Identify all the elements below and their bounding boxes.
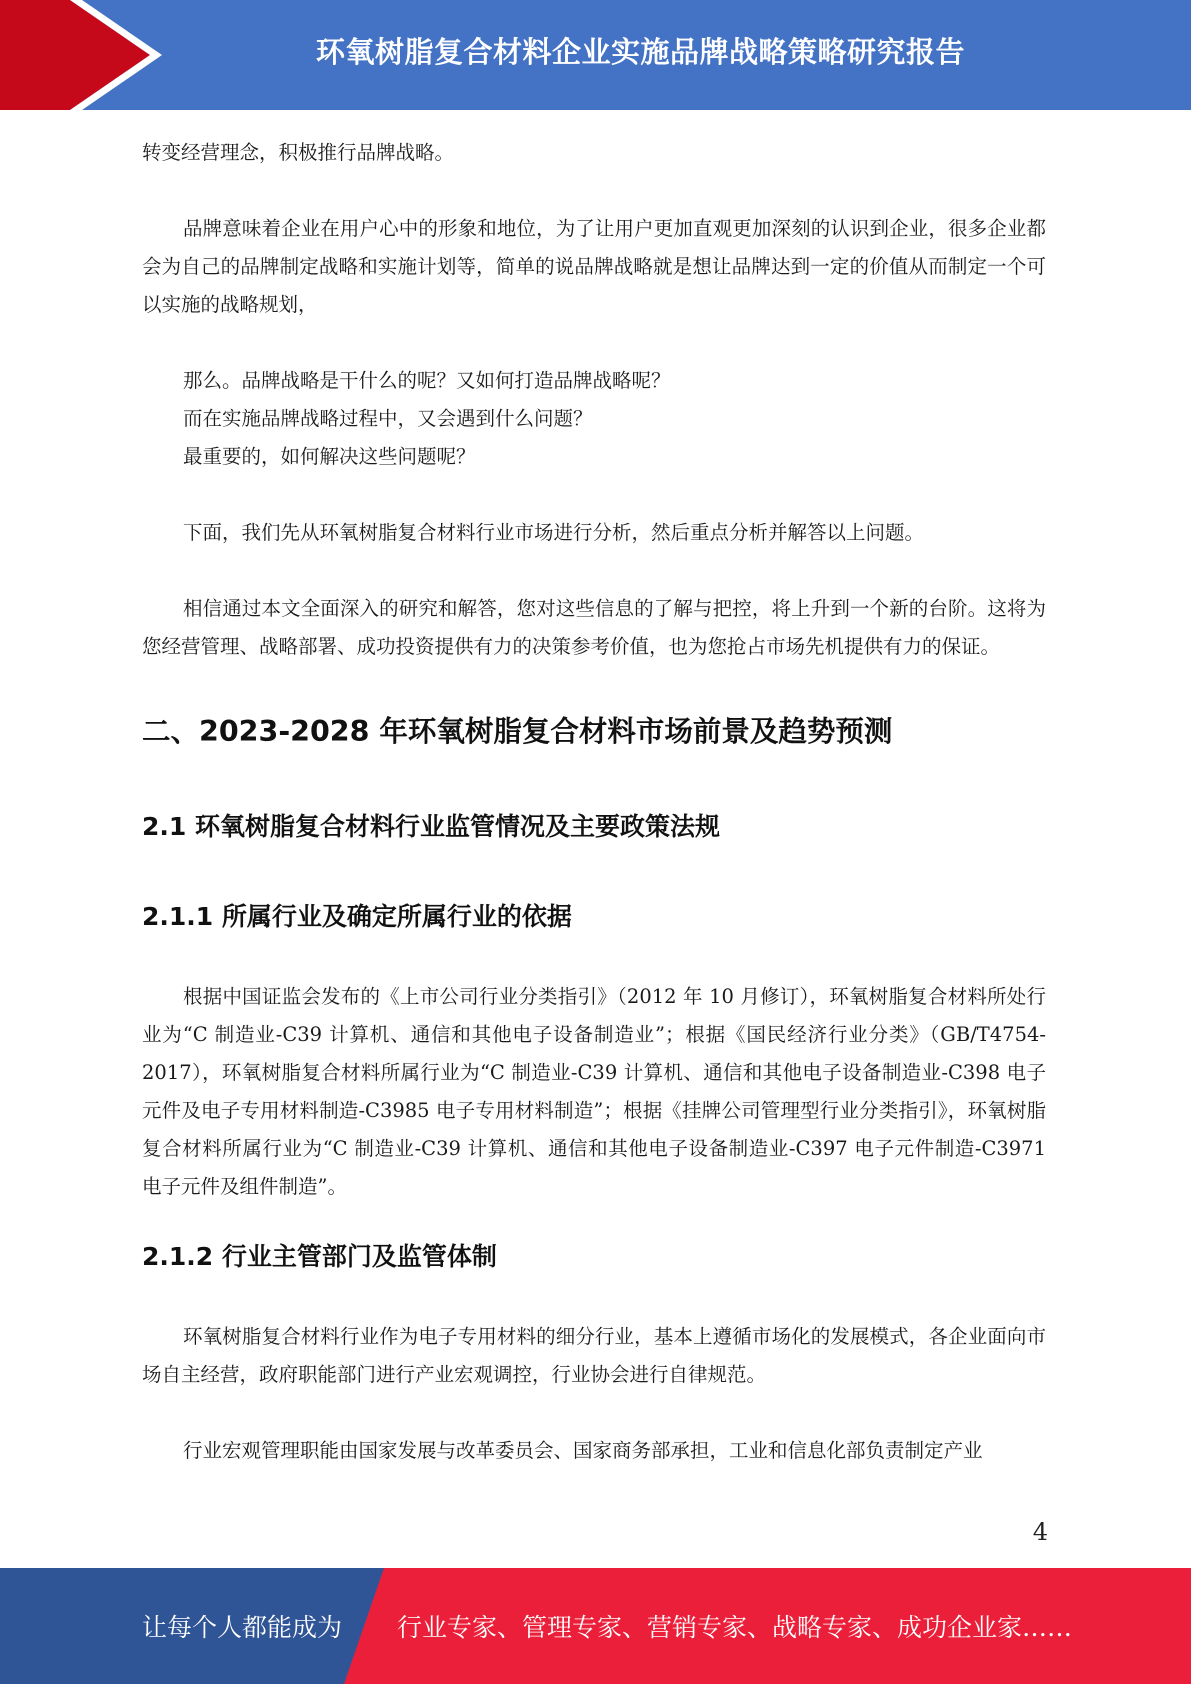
footer-slogan-left: 让每个人都能成为 <box>142 1613 343 1642</box>
subsubsection-heading: 2.1.1 所属行业及确定所属行业的依据 <box>142 902 572 931</box>
paragraph: 根据中国证监会发布的《上市公司行业分类指引》（2012 年 10 月修订），环氧树脂复合材料所处行业为“C 制造业-C39 计算机、通信和其他电子设备制造业”；根据《国民经济行业分类》（GB/T4754-2017），环氧树脂复合材料所属行业为“C 制造业-C39 计算机、通信和其他电子设备制造业-C398 电子元件及电子专用材料制造-C3985 电子专用材料制造”；根据《挂牌公司管理型行业分类指引》，环氧树脂复合材料所属行业为“C 制造业-C39 计算机、通信和其他电子设备制造业-C397 电子元件制造-C3971 电子元件及组件制造”。 <box>142 985 1046 1198</box>
paragraph: 下面，我们先从环氧树脂复合材料行业市场进行分析，然后重点分析并解答以上问题。 <box>183 521 925 544</box>
subsubsection-heading: 2.1.2 行业主管部门及监管体制 <box>142 1242 497 1271</box>
paragraph: 品牌意味着企业在用户心中的形象和地位，为了让用户更加直观更加深刻的认识到企业，很多企业都会为自己的品牌制定战略和实施计划等，简单的说品牌战略就是想让品牌达到一定的价值从而制定一个可以实施的战略规划， <box>142 217 1046 316</box>
subsection-heading: 2.1 环氧树脂复合材料行业监管情况及主要政策法规 <box>142 812 720 841</box>
page-header <box>0 0 1191 110</box>
page-footer <box>0 1568 1191 1684</box>
question-line: 最重要的，如何解决这些问题呢？ <box>183 445 476 468</box>
question-line: 那么。品牌战略是干什么的呢？又如何打造品牌战略呢？ <box>183 369 671 392</box>
paragraph: 行业宏观管理职能由国家发展与改革委员会、国家商务部承担，工业和信息化部负责制定产业 <box>183 1439 983 1462</box>
question-line: 而在实施品牌战略过程中，又会遇到什么问题？ <box>183 407 593 430</box>
page-number: 4 <box>1032 1518 1048 1546</box>
report-title: 环氧树脂复合材料企业实施品牌战略策略研究报告 <box>315 34 965 69</box>
section-heading: 二、2023-2028 年环氧树脂复合材料市场前景及趋势预测 <box>142 715 893 748</box>
paragraph: 相信通过本文全面深入的研究和解答，您对这些信息的了解与把控，将上升到一个新的台阶。这将为您经营管理、战略部署、成功投资提供有力的决策参考价值，也为您抢占市场先机提供有力的保证。 <box>142 597 1046 658</box>
paragraph: 环氧树脂复合材料行业作为电子专用材料的细分行业，基本上遵循市场化的发展模式，各企业面向市场自主经营，政府职能部门进行产业宏观调控，行业协会进行自律规范。 <box>142 1325 1046 1386</box>
footer-slogan-right: 行业专家、管理专家、营销专家、战略专家、成功企业家…… <box>397 1613 1073 1642</box>
document-body <box>142 134 1046 1470</box>
paragraph: 转变经营理念，积极推行品牌战略。 <box>142 141 455 164</box>
